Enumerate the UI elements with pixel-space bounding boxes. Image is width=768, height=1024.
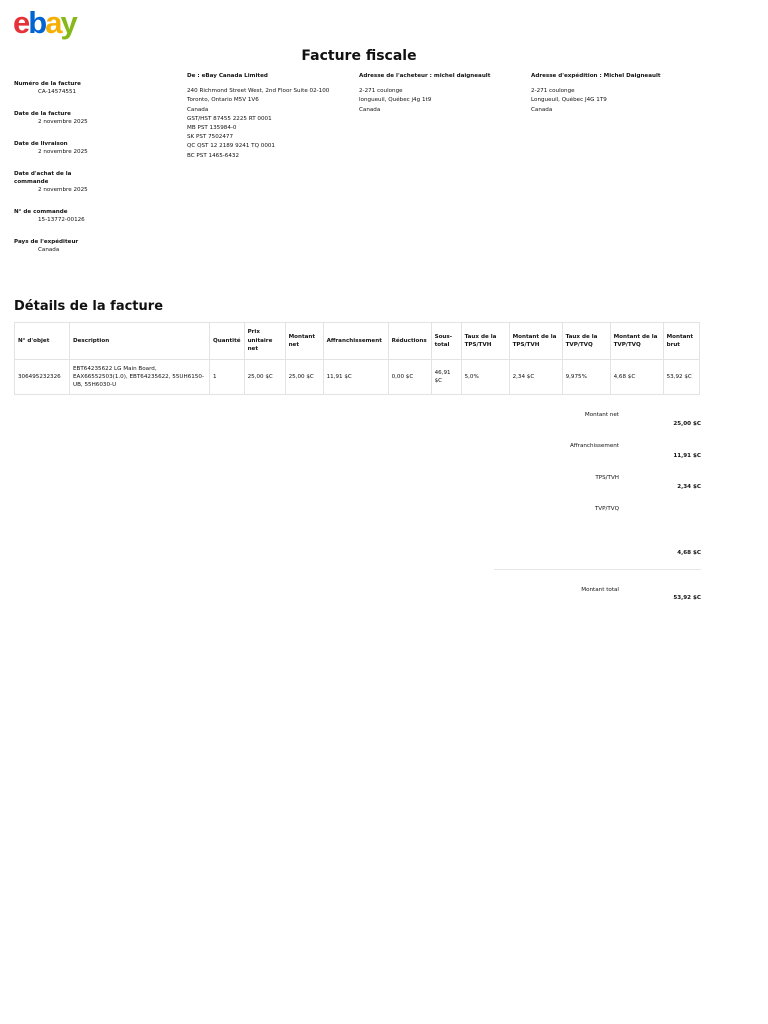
meta-label: Date d'achat de la commande — [14, 171, 72, 185]
cell-unit-price: 25,00 $C — [244, 360, 285, 395]
gst-value: 2,34 $C — [677, 484, 701, 490]
meta-origin-country — [14, 238, 174, 254]
address-line: MB PST 135984-0 — [187, 125, 237, 132]
address-line: Toronto, Ontario M5V 1V6 — [187, 97, 259, 104]
shipping-heading: Adresse d'expédition : Michel Daigneault — [531, 73, 661, 79]
net-amount-label: Montant net — [584, 412, 619, 418]
buyer-address — [359, 72, 490, 115]
address-line: BC PST 1465-6432 — [187, 152, 240, 159]
meta-value: Canada — [38, 247, 60, 253]
meta-value: 15-13772-00126 — [38, 217, 85, 223]
table-row — [15, 360, 700, 395]
address-line: SK PST 7502477 — [187, 134, 234, 141]
meta-label: N° de commande — [14, 209, 68, 215]
col-shipping: Affranchissement — [323, 323, 388, 360]
cell-shipping: 11,91 $C — [323, 360, 388, 395]
logo-letter: e — [13, 5, 29, 40]
meta-delivery-date — [14, 140, 174, 156]
shipping-address — [531, 72, 661, 115]
invoice-meta — [14, 80, 174, 268]
cell-pst-rate: 9,975% — [562, 360, 610, 395]
meta-order-number — [14, 208, 174, 224]
col-net-amount: Montant net — [285, 323, 323, 360]
pst-value: 4,68 $C — [677, 550, 701, 556]
address-line: 2-271 coulonge — [359, 88, 403, 95]
page-title: Facture fiscale — [301, 48, 417, 64]
address-line: Canada — [359, 106, 381, 113]
col-discounts: Réductions — [388, 323, 431, 360]
invoice-items-table — [14, 322, 700, 395]
cell-net-amount: 25,00 $C — [285, 360, 323, 395]
col-description: Description — [70, 323, 210, 360]
cell-gst-amount: 2,34 $C — [509, 360, 562, 395]
col-pst-rate: Taux de la TVP/TVQ — [562, 323, 610, 360]
gst-label: TPS/TVH — [595, 475, 619, 481]
logo-letter: y — [60, 5, 76, 40]
col-gst-rate: Taux de la TPS/TVH — [461, 323, 509, 360]
cell-description: EBT64235622 LG Main Board, EAX66552503(1.0), EBT64235622, 55UH6150-UB, 55H6030-U — [70, 360, 210, 395]
cell-gross-amount: 53,92 $C — [663, 360, 699, 395]
pst-label: TVP/TVQ — [594, 506, 619, 512]
col-gross-amount: Montant brut — [663, 323, 699, 360]
meta-invoice-number — [14, 80, 174, 96]
cell-gst-rate: 5,0% — [461, 360, 509, 395]
meta-label: Date de livraison — [14, 141, 68, 147]
address-line: Canada — [531, 106, 553, 113]
address-line: 2-271 coulonge — [531, 88, 575, 95]
col-pst-amount: Montant de la TVP/TVQ — [610, 323, 663, 360]
cell-subtotal: 46,91 $C — [431, 360, 461, 395]
address-line: longueuil, Québec j4g 1t9 — [359, 97, 432, 104]
totals-divider — [494, 569, 701, 570]
cell-quantity: 1 — [210, 360, 245, 395]
cell-pst-amount: 4,68 $C — [610, 360, 663, 395]
meta-value: CA-14574551 — [38, 89, 77, 95]
table-header-row — [15, 323, 700, 360]
meta-value: 2 novembre 2025 — [38, 149, 88, 155]
address-line: Longueuil, Québec J4G 1T9 — [531, 97, 607, 104]
seller-address — [187, 72, 329, 161]
total-value: 53,92 $C — [673, 595, 701, 601]
address-line: QC QST 12 2189 9241 TQ 0001 — [187, 143, 275, 150]
meta-value: 2 novembre 2025 — [38, 187, 88, 193]
shipping-value: 11,91 $C — [673, 453, 701, 459]
meta-order-date — [14, 170, 88, 194]
cell-item-number: 306495232326 — [15, 360, 70, 395]
cell-discounts: 0,00 $C — [388, 360, 431, 395]
net-amount-value: 25,00 $C — [673, 421, 701, 427]
meta-invoice-date — [14, 110, 174, 126]
meta-value: 2 novembre 2025 — [38, 119, 88, 125]
col-item-number: N° d'objet — [15, 323, 70, 360]
meta-label: Numéro de la facture — [14, 81, 81, 87]
seller-heading: De : eBay Canada Limited — [187, 73, 268, 79]
col-unit-price: Prix unitaire net — [244, 323, 285, 360]
logo-letter: a — [45, 5, 61, 40]
total-label: Montant total — [581, 587, 619, 593]
address-line: Canada — [187, 106, 209, 113]
details-title: Détails de la facture — [14, 299, 164, 314]
address-line: GST/HST 87455 2225 RT 0001 — [187, 115, 272, 122]
ebay-logo — [13, 6, 76, 40]
address-line: 240 Richmond Street West, 2nd Floor Suite 02-100 — [187, 88, 330, 95]
buyer-heading: Adresse de l'acheteur : michel daigneault — [359, 73, 491, 79]
meta-label: Date de la facture — [14, 111, 71, 117]
col-quantity: Quantité — [210, 323, 245, 360]
col-gst-amount: Montant de la TPS/TVH — [509, 323, 562, 360]
logo-letter: b — [28, 5, 46, 40]
col-subtotal: Sous-total — [431, 323, 461, 360]
meta-label: Pays de l'expéditeur — [14, 239, 79, 245]
shipping-label: Affranchissement — [569, 443, 619, 449]
